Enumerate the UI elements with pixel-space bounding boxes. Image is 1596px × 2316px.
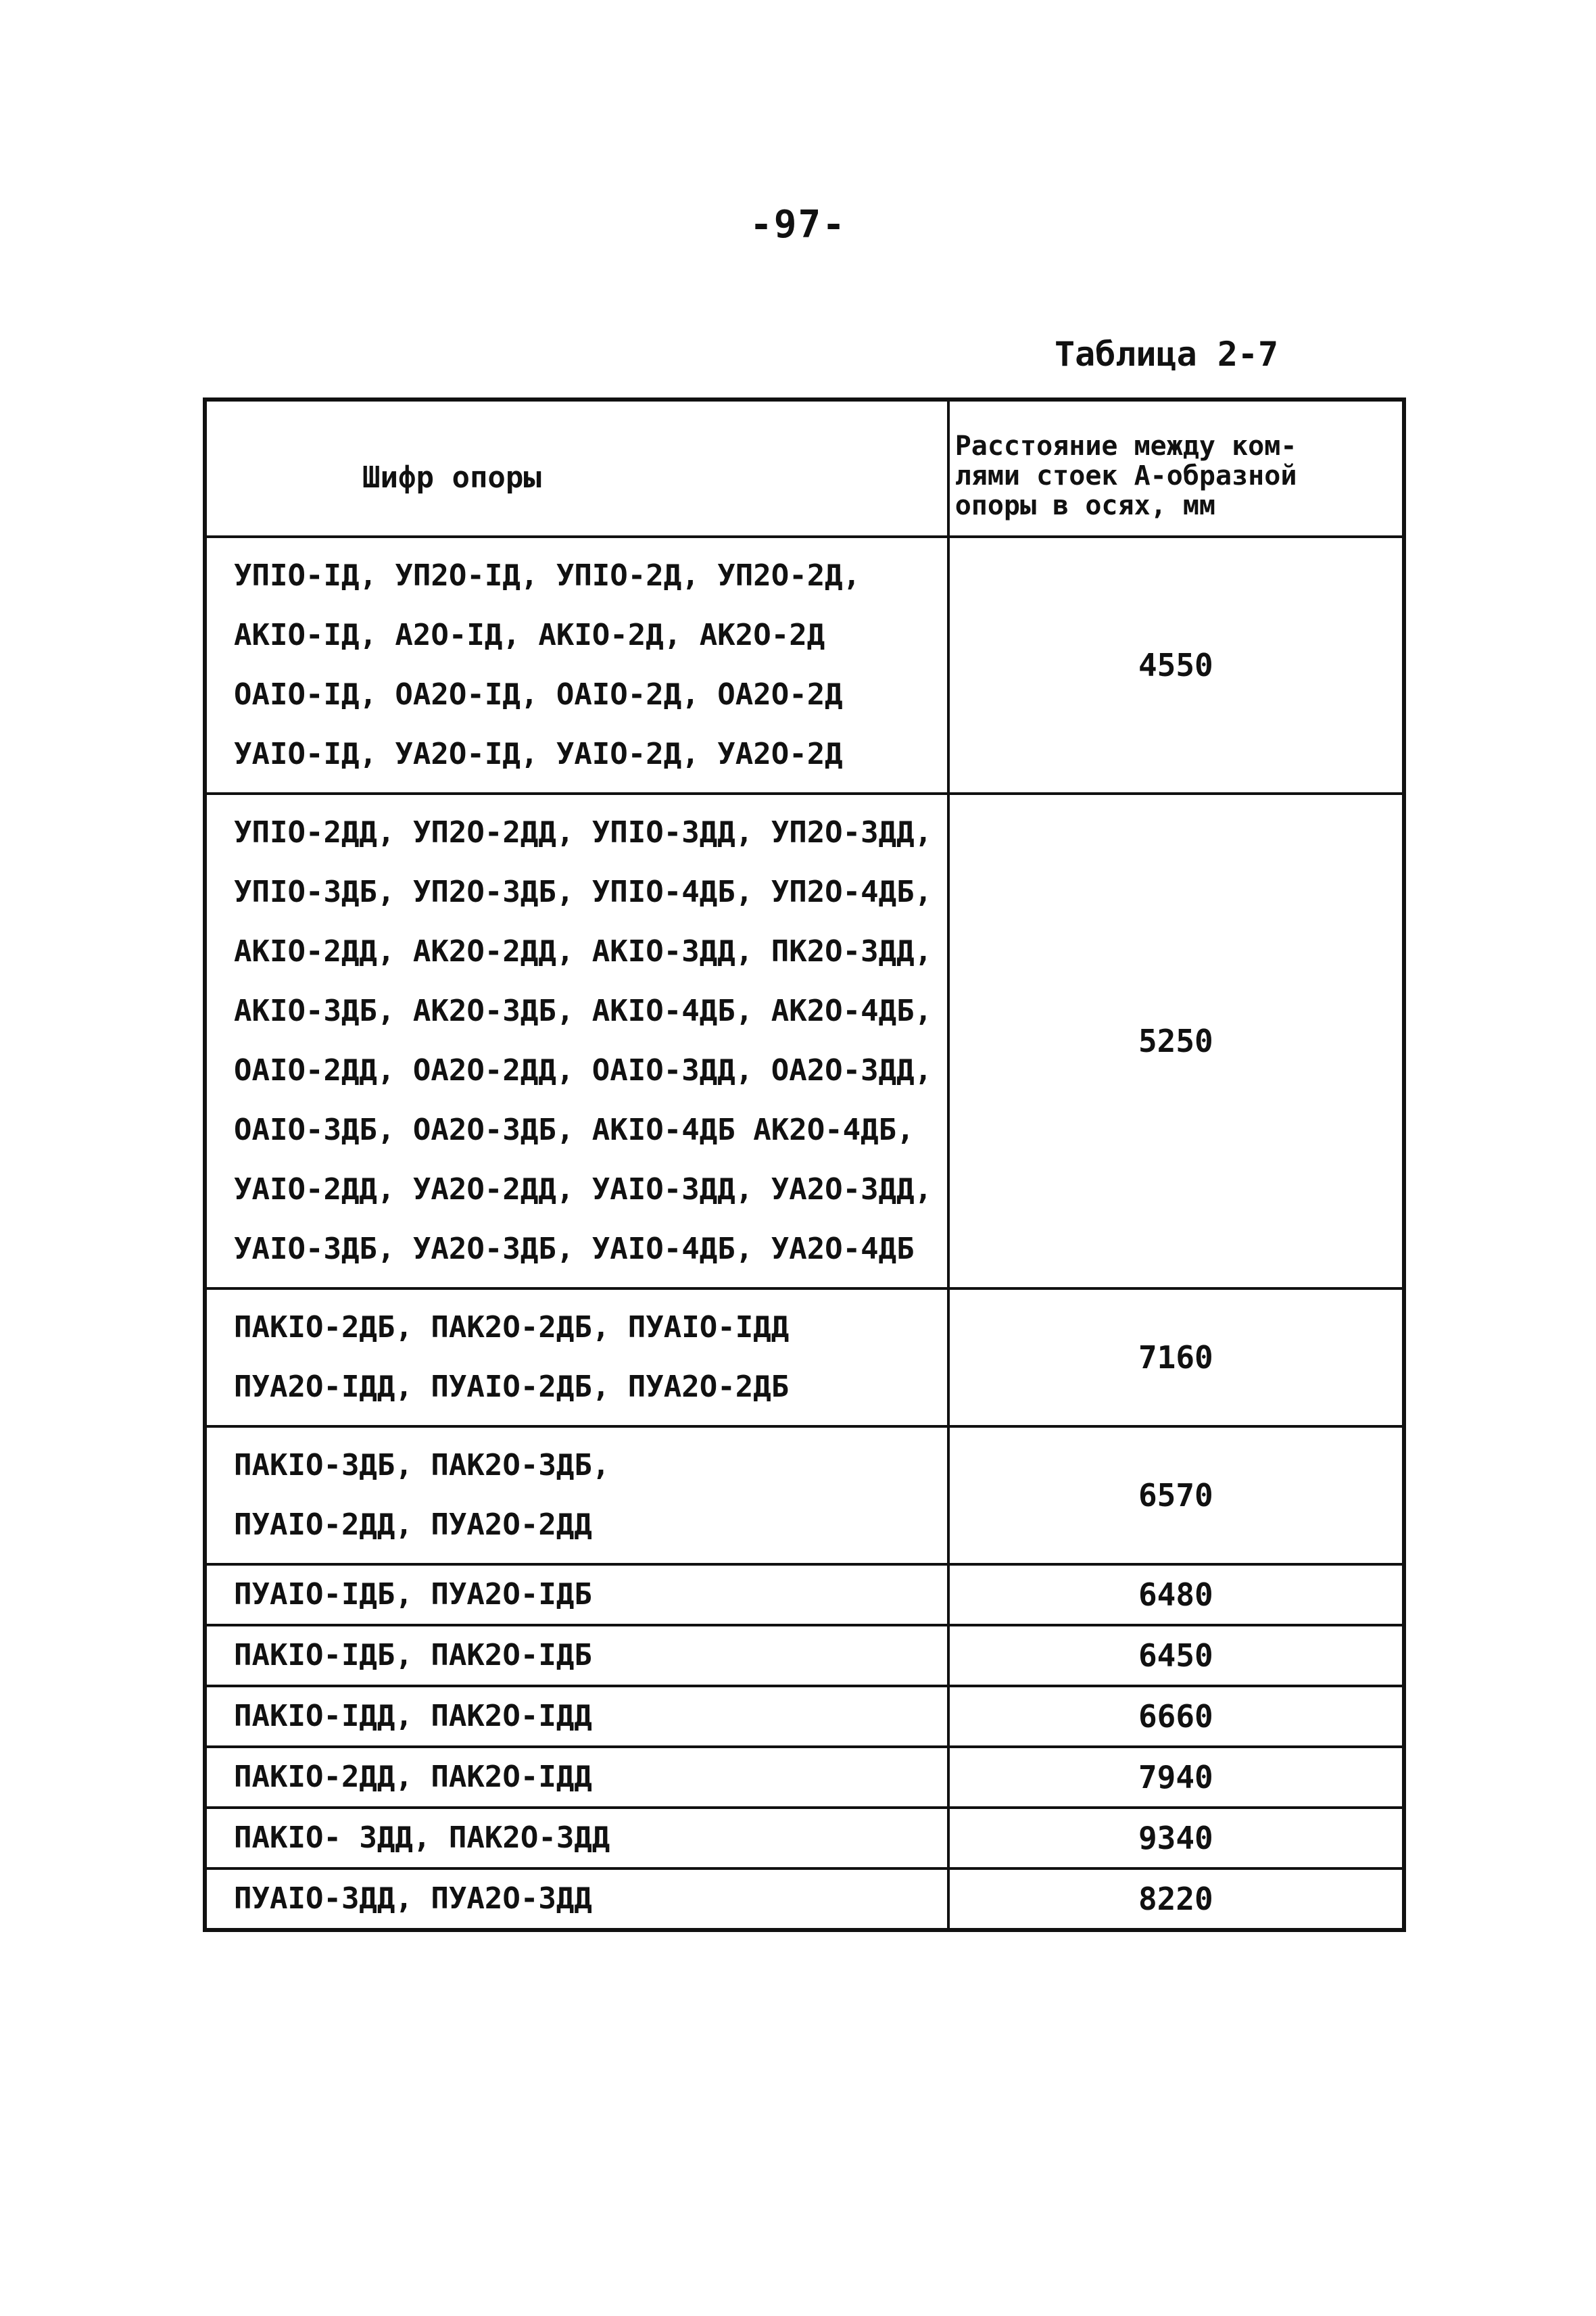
table-row <box>205 1747 1404 1808</box>
code-line: ПAKIO-IДД, ПAK2O-IДД <box>234 1699 592 1733</box>
table-row <box>205 1868 1404 1930</box>
code-line: AKIO-3ДБ, AK2O-3ДБ, AKIO-4ДБ, AK2O-4ДБ, <box>234 994 933 1028</box>
table-row <box>205 1625 1404 1686</box>
code-line: УAIO-3ДБ, УA2O-3ДБ, УAIO-4ДБ, УA2O-4ДБ <box>234 1232 915 1266</box>
code-line: УПIO-2ДД, УП2О-2ДД, УПIO-3ДД, УП2О-3ДД, <box>234 815 933 850</box>
header-distance <box>948 400 1404 537</box>
code-line: УПIO-3ДБ, УП2О-3ДБ, УПIO-4ДБ, УП2О-4ДБ, <box>234 875 933 909</box>
table-header-row <box>205 400 1404 537</box>
table-row <box>205 1564 1404 1625</box>
code-line: УAIO-IД, УA2O-IД, УAIO-2Д, УA2O-2Д <box>234 737 843 771</box>
codes-cell <box>205 794 948 1288</box>
code-line: ПAKIO-2ДД, ПAK2O-IДД <box>234 1760 592 1794</box>
codes-cell <box>205 1686 948 1747</box>
header-distance-line: лями стоек А-образной <box>954 460 1297 491</box>
code-line: ПУAIO-3ДД, ПУA2O-3ДД <box>234 1881 592 1916</box>
code-line: ПУAIO-2ДД, ПУA2O-2ДД <box>234 1507 592 1542</box>
code-line: ПAKIO-IДБ, ПAK2O-IДБ <box>234 1638 592 1672</box>
code-line: AKIO-2ДД, AK2O-2ДД, AKIO-3ДД, ПК2О-3ДД, <box>234 934 933 969</box>
code-line: ПAKIO- 3ДД, ПAK2O-3ДД <box>234 1820 610 1855</box>
distance-cell: 6570 <box>948 1426 1404 1564</box>
codes-cell <box>205 1625 948 1686</box>
distance-cell: 9340 <box>948 1808 1404 1868</box>
distance-cell: 7160 <box>948 1288 1404 1426</box>
table-row <box>205 1426 1404 1564</box>
code-line: ПУA2O-IДД, ПУAIO-2ДБ, ПУA2O-2ДБ <box>234 1370 790 1404</box>
spec-table <box>203 397 1406 1932</box>
table-row <box>205 1686 1404 1747</box>
page-number: -97- <box>750 203 846 247</box>
code-line: ПAKIO-3ДБ, ПAK2O-3ДБ, <box>234 1448 610 1482</box>
distance-cell: 6480 <box>948 1564 1404 1625</box>
code-line: AKIO-IД, A2O-IД, AKIO-2Д, AK2O-2Д <box>234 618 825 652</box>
codes-cell <box>205 1288 948 1426</box>
distance-cell: 7940 <box>948 1747 1404 1808</box>
code-line: УAIO-2ДД, УA2O-2ДД, УAIO-3ДД, УA2O-3ДД, <box>234 1172 933 1207</box>
code-line: УПIO-IД, УП2О-IД, УПIO-2Д, УП2О-2Д, <box>234 558 861 593</box>
code-line: OAIO-IД, OA2O-IД, OAIO-2Д, OA2O-2Д <box>234 677 843 712</box>
distance-cell: 5250 <box>948 794 1404 1288</box>
distance-cell: 8220 <box>948 1868 1404 1930</box>
codes-cell <box>205 1868 948 1930</box>
table-row <box>205 537 1404 794</box>
header-code: Шифр опоры <box>205 400 948 537</box>
codes-cell <box>205 537 948 794</box>
codes-cell <box>205 1747 948 1808</box>
distance-cell: 6660 <box>948 1686 1404 1747</box>
codes-cell <box>205 1564 948 1625</box>
distance-cell: 4550 <box>948 537 1404 794</box>
header-distance-line: Расстояние между ком- <box>954 431 1297 462</box>
table-row <box>205 1288 1404 1426</box>
header-distance-line: опоры в осях, мм <box>954 490 1215 521</box>
code-line: ПУAIO-IДБ, ПУA2O-IДБ <box>234 1577 592 1612</box>
codes-cell <box>205 1426 948 1564</box>
table-row <box>205 794 1404 1288</box>
code-line: OAIO-2ДД, OA2O-2ДД, OAIO-3ДД, OA2O-3ДД, <box>234 1053 933 1088</box>
table-caption: Таблица 2-7 <box>1055 335 1279 374</box>
code-line: OAIO-3ДБ, OA2O-3ДБ, AKIO-4ДБ AK2O-4ДБ, <box>234 1113 915 1147</box>
codes-cell <box>205 1808 948 1868</box>
table-row <box>205 1808 1404 1868</box>
code-line: ПAKIO-2ДБ, ПAK2O-2ДБ, ПУAIO-IДД <box>234 1310 790 1345</box>
distance-cell: 6450 <box>948 1625 1404 1686</box>
